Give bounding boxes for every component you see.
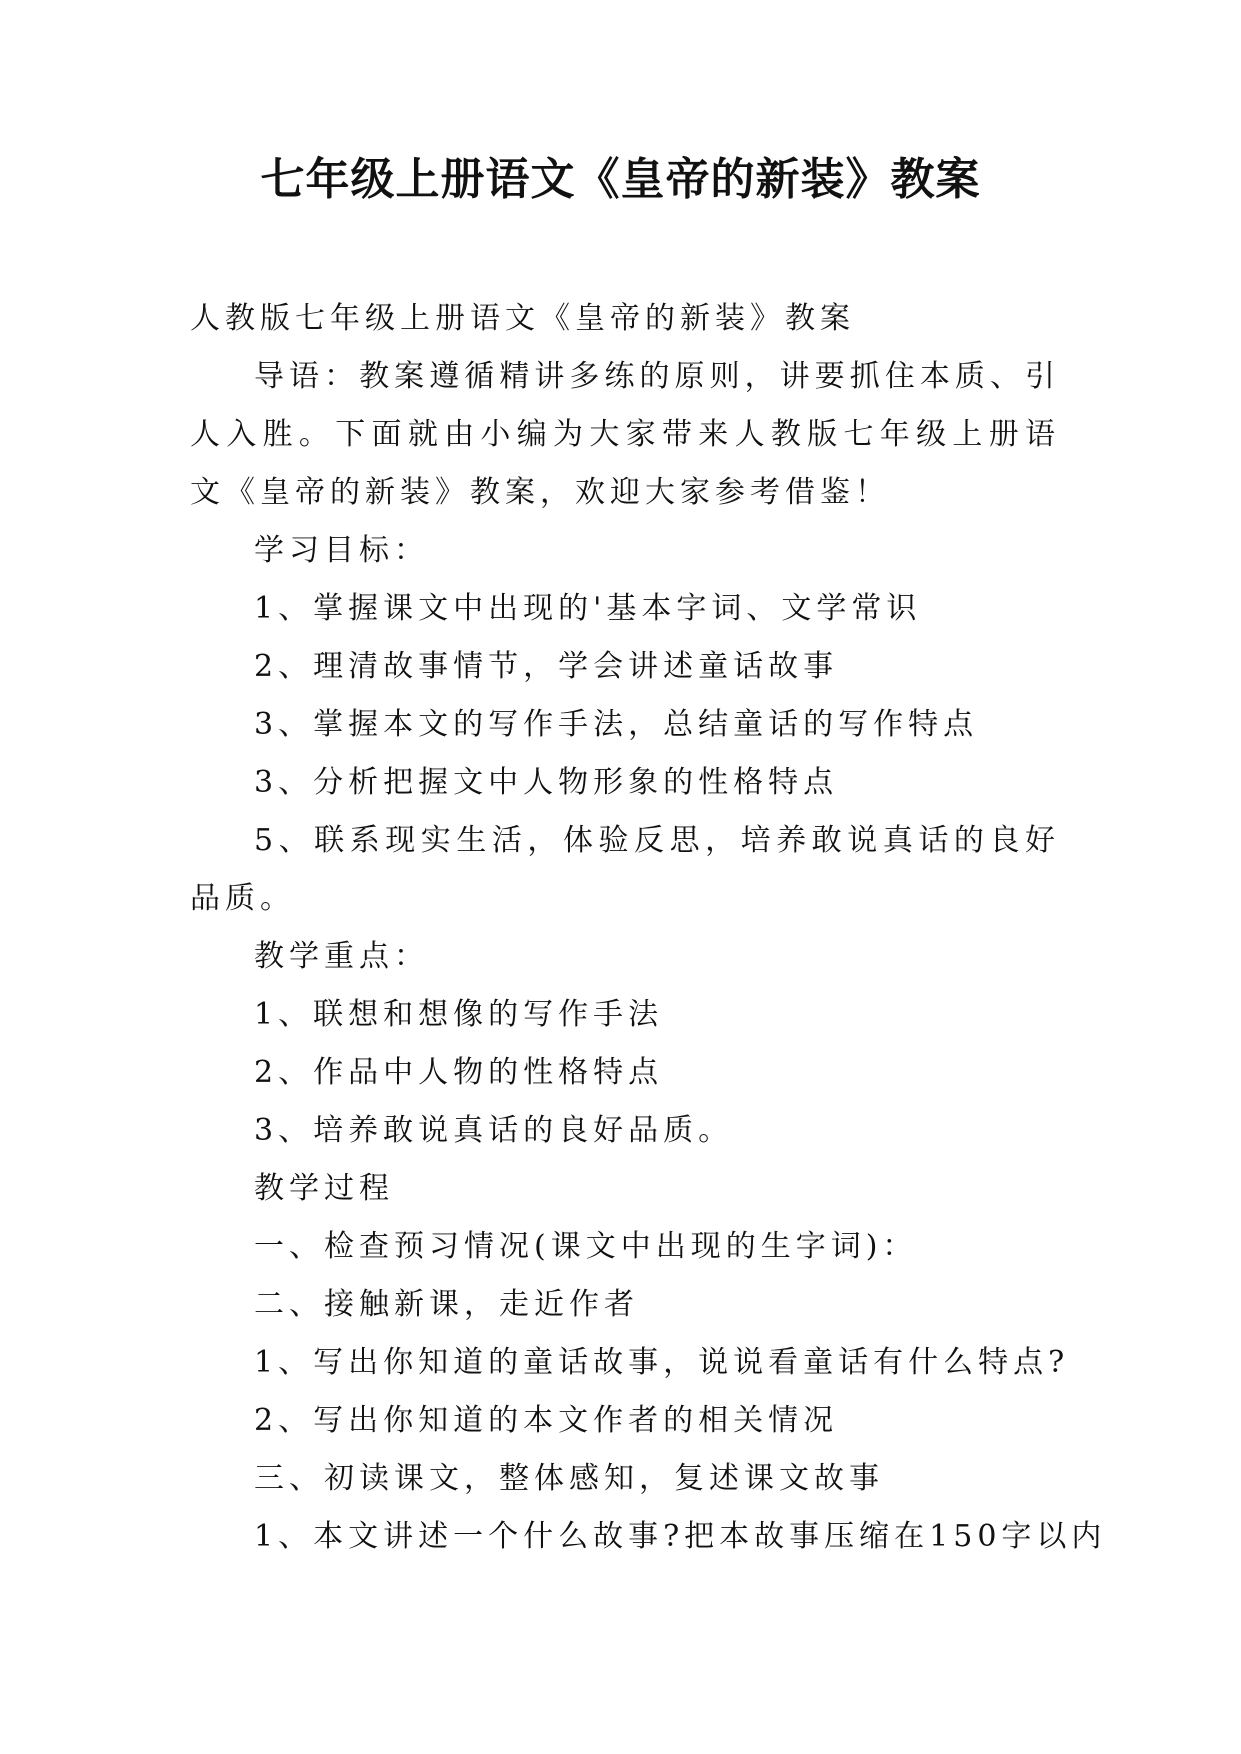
objective-item: 3、分析把握文中人物形象的性格特点 [254,765,839,800]
process-item: 1、写出你知道的童话故事，说说看童话有什么特点? [254,1345,1070,1380]
section-heading-key-points: 教学重点： [254,939,429,974]
section-heading-objectives: 学习目标： [254,533,429,568]
intro-paragraph: 导语：教案遵循精讲多练的原则，讲要抓住本质、引人入胜。下面就由小编为大家带来人教版七年级上册语文《皇帝的新装》教案，欢迎大家参考借鉴！ [190,359,1060,510]
process-step: 一、检查预习情况(课文中出现的生字词)： [254,1229,918,1264]
doc-line-0: 人教版七年级上册语文《皇帝的新装》教案 [190,301,855,336]
key-point-item: 1、联想和想像的写作手法 [254,997,664,1032]
key-point-item: 2、作品中人物的性格特点 [254,1055,664,1090]
process-item: 1、本文讲述一个什么故事?把本故事压缩在150字以内 [254,1519,1107,1554]
objective-item: 2、理清故事情节，学会讲述童话故事 [254,649,839,684]
document-title: 七年级上册语文《皇帝的新装》教案 [260,154,981,205]
objective-item: 3、掌握本文的写作手法，总结童话的写作特点 [254,707,979,742]
key-point-item: 3、培养敢说真话的良好品质。 [254,1113,734,1148]
process-step: 二、接触新课，走近作者 [254,1287,639,1322]
objective-item: 5、联系现实生活，体验反思，培养敢说真话的良好品质。 [190,823,1060,916]
process-item: 2、写出你知道的本文作者的相关情况 [254,1403,839,1438]
objective-item: 1、掌握课文中出现的'基本字词、文学常识 [254,591,922,626]
document-body [190,290,1107,1566]
section-heading-process: 教学过程 [254,1171,394,1206]
process-step: 三、初读课文，整体感知，复述课文故事 [254,1461,884,1496]
